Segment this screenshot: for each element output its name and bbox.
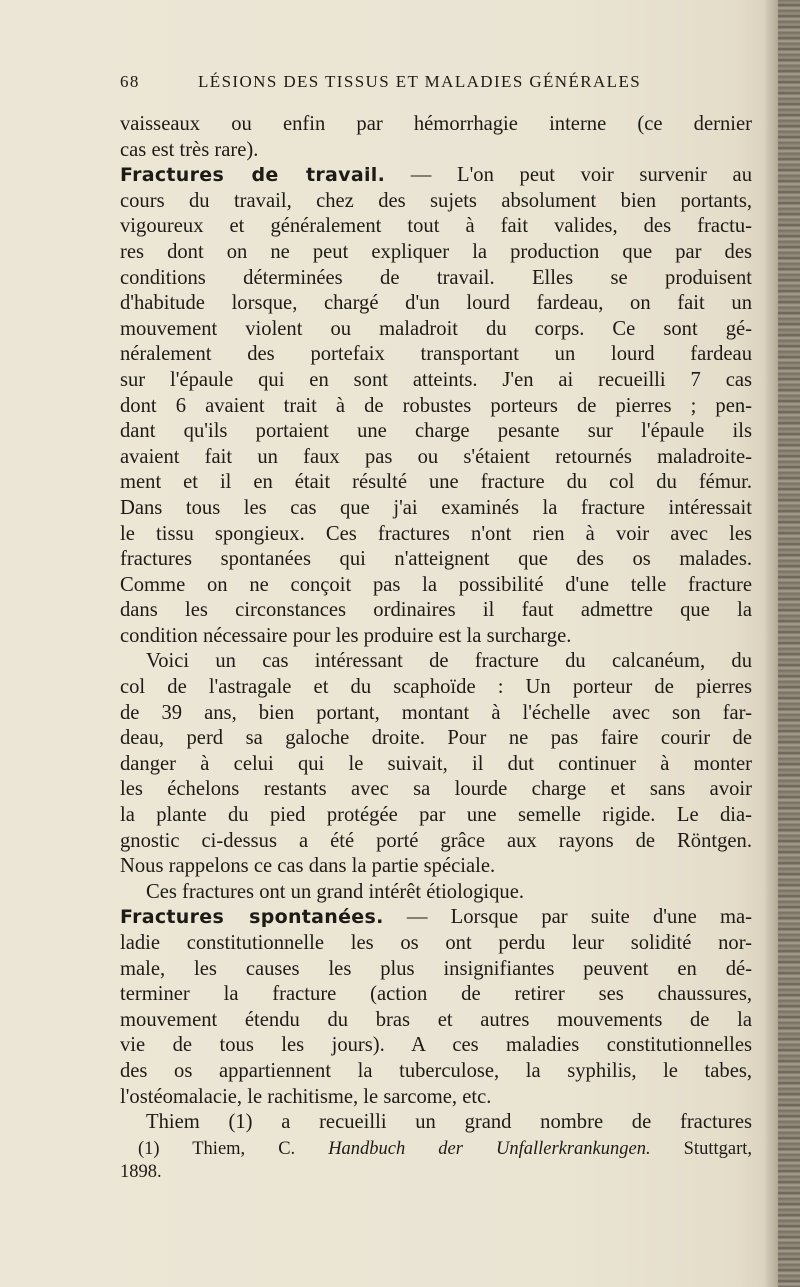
text-line: Comme on ne conçoit pas la possibilité d'une telle fracture [120, 573, 752, 596]
text-line: danger à celui qui le suivait, il dut continuer à monter [120, 752, 752, 775]
footnote-book-title: Handbuch der Unfallerkrankungen. [328, 1139, 651, 1159]
text-line: res dont on ne peut expliquer la production que par des [120, 240, 752, 263]
text-line: fractures spontanées qui n'atteignent que des os malades. [120, 548, 752, 571]
footnote-place: Stuttgart, [650, 1139, 752, 1159]
page-gutter-shadow [764, 0, 778, 1287]
section-heading-line [120, 905, 752, 931]
section-heading-work: Fractures de travail. [120, 164, 386, 187]
text-line: conditions déterminées de travail. Elles se produisent [120, 266, 752, 289]
text-line: des os appartiennent la tuberculose, la syphilis, le tabes, [120, 1059, 752, 1082]
text-line: dant qu'ils portaient une charge pesante sur l'épaule ils [120, 420, 752, 443]
text-line: terminer la fracture (action de retirer ses chaussures, [120, 983, 752, 1006]
text-line: de 39 ans, bien portant, montant à l'échelle avec son far- [120, 701, 752, 724]
text-line: Thiem (1) a recueilli un grand nombre de fractures [146, 1111, 752, 1134]
text-line: l'ostéomalacie, le rachitisme, le sarcome, etc. [120, 1085, 492, 1108]
page-edge [778, 0, 800, 1287]
text-line: ladie constitutionnelle les os ont perdu leur solidité nor- [120, 932, 752, 954]
text-line: gnostic ci-dessus a été porté grâce aux rayons de Röntgen. [120, 829, 752, 852]
text-line: mouvement étendu du bras et autres mouvements de la [120, 1008, 752, 1031]
text-line: d'habitude lorsque, chargé d'un lourd fardeau, on fait un [120, 292, 752, 315]
section-heading-spontaneous: Fractures spontanées. [120, 906, 384, 929]
text-line: cours du travail, chez des sujets absolument bien portants, [120, 189, 752, 212]
text-line: ment et il en était résulté une fracture du col du fémur. [120, 471, 752, 494]
text-line: vigoureux et généralement tout à fait valides, des fractu- [120, 215, 752, 238]
text-line: mouvement violent ou maladroit du corps. Ce sont gé- [120, 317, 752, 340]
heading-continuation: — L'on peut voir survenir au [385, 164, 752, 187]
text-line: vaisseaux ou enfin par hémorrhagie interne (ce dernier [120, 113, 752, 135]
page-number: 68 [120, 72, 140, 91]
running-title: LÉSIONS DES TISSUS ET MALADIES GÉNÉRALES [198, 72, 642, 91]
text-line: le tissu spongieux. Ces fractures n'ont rien à voir avec les [120, 522, 752, 545]
footnote-marker: (1) Thiem, C. [138, 1139, 329, 1159]
text-line: les échelons restants avec sa lourde charge et sans avoir [120, 778, 752, 801]
text-line: Nous rappelons ce cas dans la partie spéciale. [120, 855, 496, 878]
text-line: Ces fractures ont un grand intérêt étiologique. [146, 880, 525, 903]
footnote [120, 1138, 752, 1184]
text-line: vie de tous les jours). A ces maladies constitutionnelles [120, 1034, 752, 1057]
footnote-year: 1898. [120, 1162, 162, 1182]
page-header [120, 72, 680, 98]
text-line: Voici un cas intéressant de fracture du calcanéum, du [146, 650, 752, 673]
text-line: néralement des portefaix transportant un lourd fardeau [120, 343, 752, 366]
text-line: condition nécessaire pour les produire est la surcharge. [120, 624, 572, 647]
section-heading-line [120, 163, 752, 189]
text-line: Dans tous les cas que j'ai examinés la fracture intéressait [120, 496, 752, 519]
text-line: sur l'épaule qui en sont atteints. J'en ai recueilli 7 cas [120, 368, 752, 391]
text-line: male, les causes les plus insignifiantes peuvent en dé- [120, 957, 752, 980]
body-text [120, 112, 752, 1136]
footnote-line [120, 1138, 752, 1161]
text-line: avaient fait un faux pas ou s'étaient retournés maladroite- [120, 445, 752, 468]
text-line: dont 6 avaient trait à de robustes porteurs de pierres ; pen- [120, 394, 752, 417]
text-line: cas est très rare). [120, 138, 259, 161]
text-line: dans les circonstances ordinaires il faut admettre que la [120, 599, 752, 622]
text-line: la plante du pied protégée par une semelle rigide. Le dia- [120, 804, 752, 827]
text-line: deau, perd sa galoche droite. Pour ne pas faire courir de [120, 727, 752, 750]
text-line: col de l'astragale et du scaphoïde : Un porteur de pierres [120, 676, 752, 699]
heading-continuation: — Lorsque par suite d'une ma- [383, 906, 752, 929]
